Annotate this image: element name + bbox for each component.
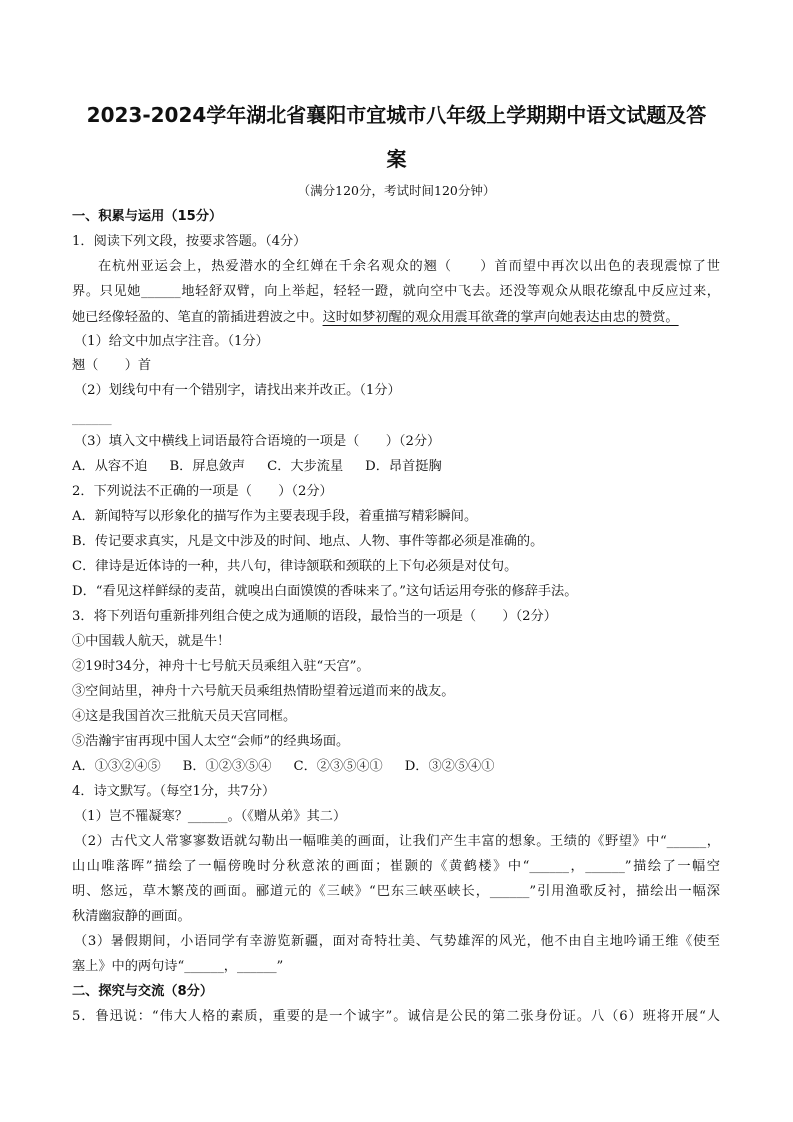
q4-stem: 4．诗文默写。（每空1分，共7分）	[72, 784, 276, 799]
q5-stem: 5．鲁迅说：“伟大人格的素质，重要的是一个诚字”。诚信是公民的第二张身份证。八（6）班将开展“人	[72, 1009, 720, 1024]
q1-option-b: B．屏息敛声	[169, 459, 246, 474]
q2-option-d: D．“看见这样鲜绿的麦苗，就嗅出白面馍馍的香味来了。”这句话运用夸张的修辞手法。	[72, 584, 578, 599]
q2-option-a: A．新闻特写以形象化的描写作为主要表现手段，着重描写精彩瞬间。	[72, 509, 478, 524]
document-title-line-2: 案	[386, 147, 407, 171]
q1-passage-text: 她已经像轻盈的、笔直的箭插进碧波之中。	[72, 310, 323, 325]
q3-option-d: D．③②⑤④①	[404, 759, 495, 774]
q2-stem: 2．下列说法不正确的一项是（ ）（2分）	[72, 484, 333, 499]
q1-sub1-answer: 翘（ ）首	[72, 358, 152, 373]
q1-option-d: D．昂首挺胸	[365, 459, 442, 474]
q3-option-c: C．②③⑤④①	[293, 759, 383, 774]
q3-sentence-5: ⑤浩瀚宇宙再现中国人太空“会师”的经典场面。	[72, 734, 350, 749]
q4-sub2-line-1: （2）古代文人常寥寥数语就勾勒出一幅唯美的画面，让我们产生丰富的想象。王绩的《野望》中“______，	[74, 834, 720, 849]
q3-sentence-1: ①中国载人航天，就是牛！	[72, 634, 231, 649]
exam-info: （满分120分，考试时间120分钟）	[297, 183, 496, 198]
q4-sub3-line-1: （3）暑假期间，小语同学有幸游览新疆，面对奇特壮美、气势雄浑的风光，他不由自主地吟诵王维《使至	[74, 934, 720, 949]
q4-sub2-line-4: 秋清幽寂静的画面。	[72, 909, 191, 924]
q1-underlined-sentence: 这时如梦初醒的观众用震耳欲聋的掌声向她表达由忠的赞赏。	[322, 310, 679, 325]
q3-option-b: B．①②③⑤④	[182, 759, 272, 774]
q1-passage-line-2: 界。只见她______地轻舒双臂，向上举起，轻轻一蹬，就向空中飞去。还没等观众从眼花缭乱中反应过来，	[72, 284, 720, 299]
q3-sentence-3: ③空间站里，神舟十六号航天员乘组热情盼望着远道而来的战友。	[72, 684, 455, 699]
document-title-line-1: 2023-2024学年湖北省襄阳市宜城市八年级上学期期中语文试题及答	[86, 103, 707, 127]
q1-passage-line-3	[72, 309, 679, 327]
q4-sub3-line-2: 塞上》中的两句诗“______，______”	[72, 959, 284, 974]
q1-option-a: A．从容不迫	[72, 459, 148, 474]
q4-sub2-line-3: 明、悠远，草木繁茂的画面。郦道元的《三峡》“巴东三峡巫峡长，______”引用渔歌反衬，描绘出一幅深	[72, 884, 720, 899]
q1-option-c: C．大步流星	[267, 459, 344, 474]
q3-option-a: A．①③②④⑤	[72, 759, 161, 774]
q4-sub2-line-2: 山山唯落晖”描绘了一幅傍晚时分秋意浓的画面；崔颢的《黄鹤楼》中“______，______”描绘了一幅空	[72, 859, 720, 874]
q3-sentence-4: ④这是我国首次三批航天员天宫同框。	[72, 709, 297, 724]
q4-sub1: （1）岂不罹凝寒？______。（《赠从弟》其二）	[74, 809, 347, 824]
q1-sub2: （2）划线句中有一个错别字，请找出来并改正。（1分）	[74, 383, 401, 398]
q3-sentence-2: ②19时34分，神舟十七号航天员乘组入驻“天宫”。	[72, 659, 370, 674]
q1-options	[72, 458, 442, 476]
q1-sub2-answer-blank: ______	[72, 411, 112, 426]
q1-passage-line-1: 在杭州亚运会上，热爱潜水的全红婵在千余名观众的翘（ ）首而望中再次以出色的表现震惊了世	[98, 259, 720, 274]
q1-sub1: （1）给文中加点字注音。（1分）	[74, 334, 269, 349]
section-1-heading: 一、积累与运用（15分）	[72, 209, 223, 224]
section-2-heading: 二、探究与交流（8分）	[72, 984, 214, 999]
q2-option-b: B．传记要求真实，凡是文中涉及的时间、地点、人物、事件等都必须是准确的。	[72, 534, 544, 549]
q1-stem: 1．阅读下列文段，按要求答题。（4分）	[72, 234, 307, 249]
q3-stem: 3．将下列语句重新排列组合使之成为通顺的语段，最恰当的一项是（ ）（2分）	[72, 609, 557, 624]
q3-options	[72, 758, 494, 776]
q1-sub3: （3）填入文中横线上词语最符合语境的一项是（ ）（2分）	[74, 434, 441, 449]
q2-option-c: C．律诗是近体诗的一种，共八句，律诗颔联和颈联的上下句必须是对仗句。	[72, 559, 518, 574]
